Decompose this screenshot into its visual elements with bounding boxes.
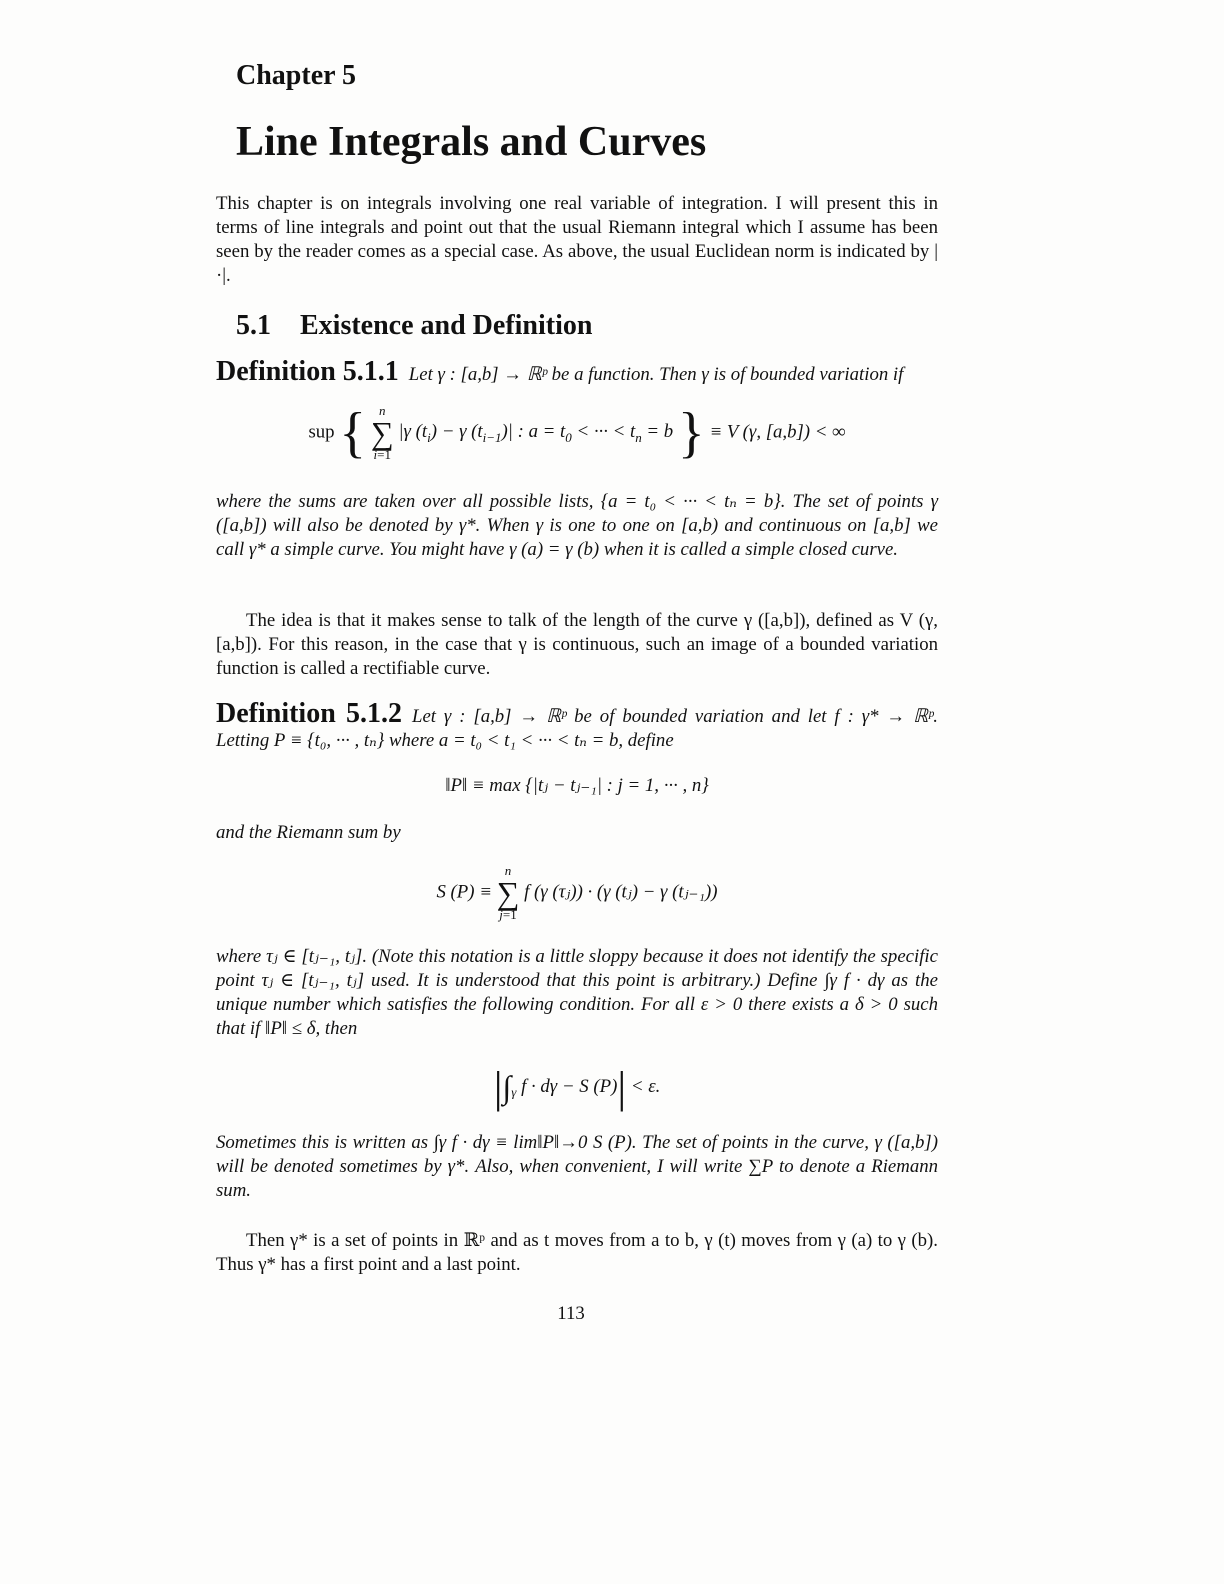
bounded-variation-display: sup { n ∑ i=1 |γ $(t_i) - \gamma$ $(t_{i-1})|$ : $a = t_0$ < ··· < $t_n = b$ } ≡ V (γ, [a,b]) < ∞ bbox=[308, 402, 846, 464]
definition-statement: Let γ : [a,b] → ℝᵖ be of bounded variation and let f : γ* → ℝᵖ. Letting P ≡ {t₀, ··· , tₙ} where a = t₀ < t₁ < ··· < tₙ = b, define bbox=[216, 706, 938, 751]
partition-norm-display: ‖P‖ ≡ max {|tⱼ − tⱼ₋₁| : j = 1, ··· , n} bbox=[445, 775, 709, 796]
riemann-sum-lhs: S (P) ≡ bbox=[436, 881, 492, 903]
section-heading bbox=[236, 310, 592, 342]
section-title: Existence and Definition bbox=[300, 310, 593, 341]
definition-label: Definition 5.1.2 bbox=[216, 698, 402, 729]
riemann-sum-rhs: f (γ (τⱼ)) · (γ (tⱼ) − γ (tⱼ₋₁)) bbox=[524, 881, 718, 903]
definition-5-1-2-continuation: where τⱼ ∈ [tⱼ₋₁, tⱼ]. (Note this notation is a little sloppy because it does not identify the specific point τⱼ ∈ [tⱼ₋₁, tⱼ] used. It is understood that this point is arbitrary.) Define ∫γ f · dγ as the unique number which satisfies the following condition. For all ε > 0 there exists a δ > 0 such that if ‖P‖ ≤ δ, then bbox=[216, 946, 938, 1039]
variation-result: ≡ V (γ, [a,b]) < ∞ bbox=[709, 421, 846, 443]
inequality-tail: < ε. bbox=[630, 1075, 661, 1097]
riemann-sum-display: S (P) ≡ n ∑ j=1 f (γ (τⱼ)) · (γ (tⱼ) − γ (tⱼ₋₁)) bbox=[436, 863, 718, 922]
definition-5-1-2 bbox=[216, 698, 938, 753]
chapter-title: Line Integrals and Curves bbox=[236, 119, 707, 165]
intro-paragraph: This chapter is on integrals involving one real variable of integration. I will present this in terms of line integrals and point out that the usual Riemann integral which I assume has been seen by the reader comes as a special case. As above, the usual Euclidean norm is indicated by |·|. bbox=[216, 193, 938, 286]
integral-inequality-display: $|\int_\gamma$ f · dγ − S (P)| < ε. bbox=[493, 1063, 661, 1112]
definition-label: Definition 5.1.1 bbox=[216, 356, 399, 387]
chapter-label: Chapter 5 bbox=[236, 60, 357, 91]
section-number: 5.1 bbox=[236, 310, 271, 341]
definition-5-1-1 bbox=[216, 356, 938, 387]
rectifiable-paragraph: The idea is that it makes sense to talk of the length of the curve γ ([a,b]), defined as V (γ, [a,b]). For this reason, in the case that γ is continuous, such an image of a bounded variation function is called a rectifiable curve. bbox=[216, 610, 938, 679]
riemann-sum-intro: and the Riemann sum by bbox=[216, 822, 401, 843]
definition-statement: Let γ : [a,b] → ℝᵖ be a function. Then γ is of bounded variation if bbox=[408, 364, 904, 385]
curve-points-paragraph: Then γ* is a set of points in ℝᵖ and as t moves from a to b, γ (t) moves from γ (a) to γ (b). Thus γ* has a first point and a last point. bbox=[216, 1230, 938, 1275]
definition-5-1-1-continuation: where the sums are taken over all possible lists, {a = t₀ < ··· < tₙ = b}. The set of points γ ([a,b]) will also be denoted by γ*. When γ is one to one on [a,b) and continuous on [a,b] we call γ* a simple curve. You might have γ (a) = γ (b) when it is called a simple closed curve. bbox=[216, 491, 938, 560]
inequality-body: f · dγ − S (P) bbox=[521, 1075, 618, 1097]
definition-5-1-2-closing: Sometimes this is written as ∫γ f · dγ ≡ lim‖P‖→0 S (P). The set of points in the curve, γ ([a,b]) will be denoted sometimes by γ*. Also, when convenient, I will write ∑P to denote a Riemann sum. bbox=[216, 1132, 938, 1201]
page-number: 113 bbox=[557, 1303, 585, 1324]
